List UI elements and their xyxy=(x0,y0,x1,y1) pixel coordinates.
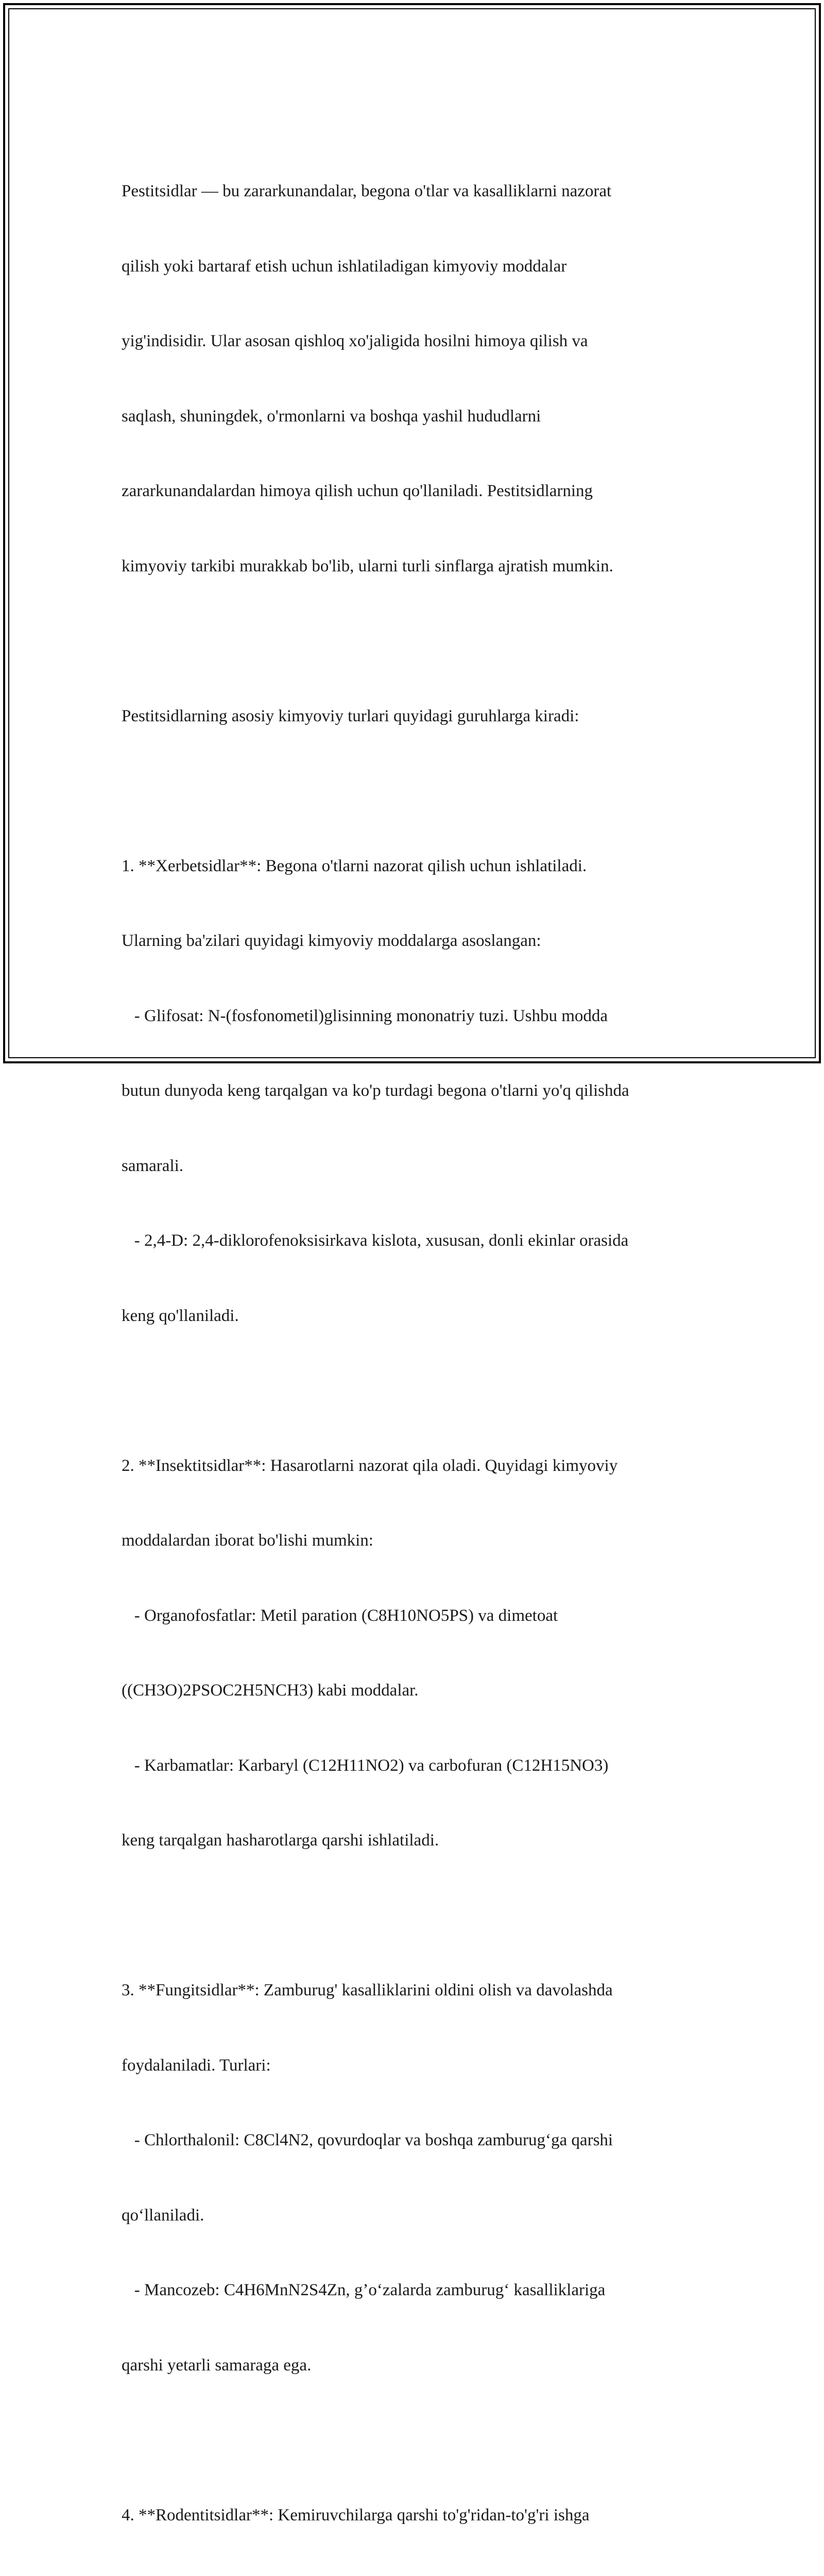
text-line: moddalardan iborat bo'lishi mumkin: xyxy=(122,1528,698,1553)
text-line: Pestitsidlar — bu zararkunandalar, begona o'tlar va kasalliklarni nazorat xyxy=(122,179,698,204)
text-line: butun dunyoda keng tarqalgan va ko'p turdagi begona o'tlarni yo'q qilishda xyxy=(122,1078,698,1104)
text-line: 4. **Rodentitsidlar**: Kemiruvchilarga qarshi to'g'ridan-to'g'ri ishga xyxy=(122,2503,698,2528)
text-line: qo‘llaniladi. xyxy=(122,2203,698,2228)
paragraph-herbicides xyxy=(122,804,698,1379)
paragraph-insecticides xyxy=(122,1403,698,1903)
text-line: - Chlorthalonil: C8Cl4N2, qovurdoqlar va boshqa zamburug‘ga qarshi xyxy=(122,2128,698,2153)
text-line: Pestitsidlarning asosiy kimyoviy turlari quyidagi guruhlarga kiradi: xyxy=(122,704,698,729)
text-line: qarshi yetarli samaraga ega. xyxy=(122,2353,698,2378)
text-line: saqlash, shuningdek, o'rmonlarni va boshqa yashil hududlarni xyxy=(122,404,698,429)
text-line: Ularning ba'zilari quyidagi kimyoviy moddalarga asoslangan: xyxy=(122,928,698,954)
text-line: zararkunandalardan himoya qilish uchun qo'llaniladi. Pestitsidlarning xyxy=(122,479,698,504)
text-line: kimyoviy tarkibi murakkab bo'lib, ularni turli sinflarga ajratish mumkin. xyxy=(122,554,698,579)
text-line: samarali. xyxy=(122,1154,698,1179)
text-line: 3. **Fungitsidlar**: Zamburug' kasalliklarini oldini olish va davolashda xyxy=(122,1978,698,2003)
text-line: - Mancozeb: C4H6MnN2S4Zn, g’o‘zalarda zamburug‘ kasalliklariga xyxy=(122,2278,698,2303)
text-line: yig'indisidir. Ular asosan qishloq xo'jaligida hosilni himoya qilish va xyxy=(122,329,698,354)
text-line: - Karbamatlar: Karbaryl (C12H11NO2) va carbofuran (C12H15NO3) xyxy=(122,1753,698,1778)
text-line: 1. **Xerbetsidlar**: Begona o'tlarni nazorat qilish uchun ishlatiladi. xyxy=(122,854,698,879)
text-line: - Organofosfatlar: Metil paration (C8H10NO5PS) va dimetoat xyxy=(122,1603,698,1629)
paragraph-types-heading xyxy=(122,654,698,779)
text-line: - Glifosat: N-(fosfonometil)glisinning mononatriy tuzi. Ushbu modda xyxy=(122,1004,698,1029)
text-line: - 2,4-D: 2,4-diklorofenoksisirkava kislota, xususan, donli ekinlar orasida xyxy=(122,1228,698,1253)
paragraph-rodenticides xyxy=(122,2453,698,2576)
text-line: 2. **Insektitsidlar**: Hasarotlarni nazorat qila oladi. Quyidagi kimyoviy xyxy=(122,1453,698,1479)
text-line: keng tarqalgan hasharotlarga qarshi ishlatiladi. xyxy=(122,1828,698,1853)
text-line: keng qo'llaniladi. xyxy=(122,1303,698,1329)
text-line: ((CH3O)2PSOC2H5NCH3) kabi moddalar. xyxy=(122,1678,698,1703)
document-body xyxy=(122,129,698,2576)
text-line: foydalaniladi. Turlari: xyxy=(122,2053,698,2078)
paragraph-fungicides xyxy=(122,1928,698,2428)
text-line: qilish yoki bartaraf etish uchun ishlatiladigan kimyoviy moddalar xyxy=(122,254,698,279)
paragraph-intro xyxy=(122,129,698,629)
